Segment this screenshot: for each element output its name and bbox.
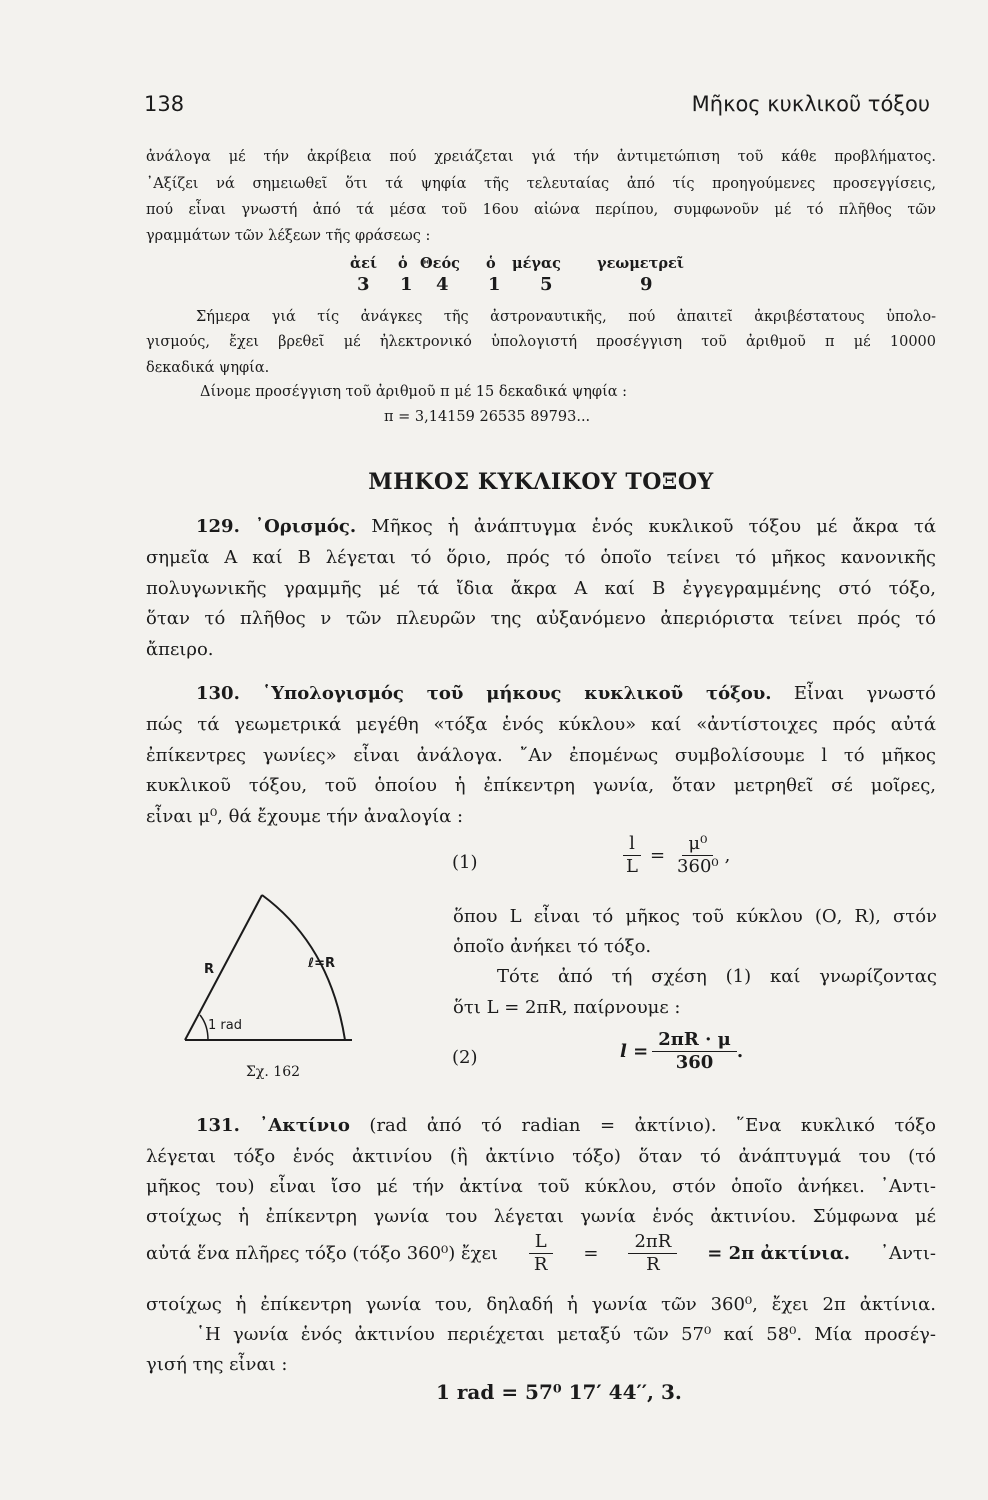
intro-line: γραμμάτων τῶν λέξεων τῆς φράσεως : <box>146 228 431 244</box>
phrase-word: ὁ <box>486 255 496 272</box>
eq1-den-left: L <box>626 855 638 877</box>
eq1-den-right: 360⁰ <box>677 855 719 877</box>
label-arc-length: ℓ=R <box>308 956 336 971</box>
sec131-text: (rad ἀπό τό radian = ἀκτίνιο). ῞Ενα κυκλικό τόξο <box>369 1115 936 1136</box>
sec129-line: ἄπειρο. <box>146 639 214 660</box>
intro-line: Σήμερα γιά τίς ἀνάγκες τῆς ἀστροναυτικῆς, πού ἀπαιτεῖ ἀκριβέστατους ὑπολο- <box>196 309 936 325</box>
phrase-digit: 1 <box>400 274 413 295</box>
eq2-tail: . <box>736 1041 744 1063</box>
sec131-frac1-den: R <box>533 1253 548 1275</box>
eq1-num-left: l <box>623 834 641 856</box>
sec131-line: λέγεται τόξο ἑνός ἀκτινίου (ἢ ἀκτίνιο τόξο) ὅταν τό ἀνάπτυγμά του (τό <box>146 1146 936 1167</box>
eq2-den: 360 <box>675 1051 714 1073</box>
sec131-line: γισή της εἶναι : <box>146 1354 288 1375</box>
phrase-word: μέγας <box>512 255 561 272</box>
phrase-word: ὁ <box>398 255 408 272</box>
eq2-label: (2) <box>452 1047 478 1068</box>
sec130-after-eq1: Τότε ἀπό τή σχέση (1) καί γνωρίζοντας <box>497 966 937 987</box>
phrase-word: ἀεί <box>350 255 377 272</box>
figure-162-diagram <box>170 885 370 1085</box>
sec131-equals: = <box>583 1243 599 1265</box>
sec129-heading: ᾿Ορισμός. <box>255 516 357 537</box>
phrase-digit: 9 <box>640 274 653 295</box>
figure-caption: Σχ. 162 <box>246 1064 301 1080</box>
eq1-label: (1) <box>452 852 478 873</box>
sec129-number: 129. <box>196 516 240 537</box>
section-title: ΜΗΚΟΣ ΚΥΚΛΙΚΟΥ ΤΟΞΟΥ <box>368 469 714 495</box>
intro-line: ἀνάλογα μέ τήν ἀκρίβεια πού χρειάζεται γιά τήν ἀντιμετώπιση τοῦ κάθε προβλήματος. <box>146 149 936 165</box>
equation-2 <box>620 1030 743 1073</box>
sec130-number: 130. <box>196 683 240 704</box>
equation-1 <box>620 834 730 877</box>
sec130-after-eq1: ὁποῖο ἀνήκει τό τόξο. <box>453 936 652 957</box>
eq2-lhs: l = <box>620 1041 649 1063</box>
phrase-digit: 4 <box>436 274 449 295</box>
sec130-line: πώς τά γεωμετρικά μεγέθη «τόξα ἑνός κύκλου» καί «ἀντίστοιχες πρός αὐτά <box>146 714 936 735</box>
sec129-line: σημεῖα Α καί Β λέγεται τό ὅριο, πρός τό ὁποῖο τείνει τό μῆκος κανονικῆς <box>146 547 936 568</box>
sec130-line: εἶναι μ⁰, θά ἔχουμε τήν ἀναλογία : <box>146 806 464 827</box>
sec131-heading: ᾿Ακτίνιο <box>259 1115 350 1136</box>
sec130-text: Εἶναι γνωστό <box>793 683 936 704</box>
sec131-frac-2 <box>628 1232 677 1275</box>
intro-line: ᾿Αξίζει νά σημειωθεῖ ὅτι τά ψηφία τῆς τελευταίας ἀπό τίς προηγούμενες προσεγγίσεις, <box>146 176 936 192</box>
sec130-line: κυκλικοῦ τόξου, τοῦ ὁποίου ἡ ἐπίκεντρη γωνία, ὅταν μετρηθεῖ σέ μοῖρες, <box>146 775 936 796</box>
sec131-eq-result: = 2π ἀκτίνια. <box>707 1243 851 1265</box>
sec131-equation-line <box>146 1232 936 1275</box>
intro-line: γισμούς, ἔχει βρεθεῖ μέ ἠλεκτρονικό ὑπολογιστή προσέγγιση τοῦ ἀριθμοῦ π μέ 10000 <box>146 334 936 350</box>
eq1-frac-right <box>671 834 725 877</box>
sec131-frac1-num: L <box>529 1232 553 1254</box>
label-one-rad: 1 rad <box>208 1018 242 1033</box>
sec131-frac2-den: R <box>646 1253 660 1275</box>
sec130-after-eq1: ὅτι L = 2πR, παίρνουμε : <box>453 997 681 1018</box>
sec130-line: ἐπίκεντρες γωνίες» εἶναι ἀνάλογα. ῎Αν ἐπομένως συμβολίσουμε l τό μῆκος <box>146 745 936 766</box>
page-number: 138 <box>144 92 185 116</box>
rad-approximation: 1 rad = 57⁰ 17′ 44′′, 3. <box>436 1380 682 1404</box>
phrase-digit: 5 <box>540 274 553 295</box>
phrase-word: Θεός <box>420 255 460 272</box>
eq1-tail: , <box>724 845 731 867</box>
sec129-line: ὅταν τό πλῆθος ν τῶν πλευρῶν της αὐξανόμενο ἀπεριόριστα τείνει πρός τό <box>146 608 936 629</box>
sec131-line: ῾Η γωνία ἑνός ἀκτινίου περιέχεται μεταξύ τῶν 57⁰ καί 58⁰. Μία προσέγ- <box>196 1324 936 1345</box>
pi-value: π = 3,14159 26535 89793... <box>384 409 591 425</box>
eq2-frac <box>652 1030 737 1073</box>
sec131-eq-prefix: αὐτά ἕνα πλῆρες τόξο (τόξο 360⁰) ἔχει <box>146 1243 498 1265</box>
sec131-line: μῆκος του) εἶναι ἴσο μέ τήν ἀκτίνα τοῦ κύκλου, στόν ὁποῖο ἀνήκει. ᾿Αντι- <box>146 1176 936 1197</box>
sec130-heading: ῾Υπολογισμός τοῦ μήκους κυκλικοῦ τόξου. <box>262 683 772 704</box>
eq1-equals: = <box>649 845 666 867</box>
sec130-after-eq1: ὅπου L εἶναι τό μῆκος τοῦ κύκλου (Ο, R), στόν <box>453 906 937 927</box>
eq2-num: 2πR · μ <box>652 1030 737 1052</box>
intro-line: πού εἶναι γνωστή ἀπό τά μέσα τοῦ 16ου αἰώνα περίπου, συμφωνοῦν μέ τό πλῆθος τῶν <box>146 202 936 218</box>
eq1-num-right: μ⁰ <box>682 834 713 856</box>
sec131-line: στοίχως ἡ ἐπίκεντρη γωνία του λέγεται γωνία ἑνός ἀκτινίου. Σύμφωνα μέ <box>146 1206 936 1227</box>
eq1-frac-left <box>620 834 644 877</box>
sec131-number: 131. <box>196 1115 240 1136</box>
phrase-digit: 3 <box>357 274 370 295</box>
angle-arc <box>200 1015 208 1040</box>
sec129-text: Μῆκος ἡ ἀνάπτυγμα ἑνός κυκλικοῦ τόξου μέ ἄκρα τά <box>371 516 936 537</box>
sec131-frac2-num: 2πR <box>628 1232 677 1254</box>
sec130-first-line <box>196 683 936 704</box>
sec129-line: πολυγωνικῆς γραμμῆς μέ τά ἴδια ἄκρα Α καί Β ἐγγεγραμμένης στό τόξο, <box>146 578 936 599</box>
phrase-digit: 1 <box>488 274 501 295</box>
intro-line: Δίνομε προσέγγιση τοῦ ἀριθμοῦ π μέ 15 δεκαδικά ψηφία : <box>200 384 628 400</box>
sec129-first-line <box>196 516 936 537</box>
sec131-line: στοίχως ἡ ἐπίκεντρη γωνία του, δηλαδή ἡ γωνία τῶν 360⁰, ἔχει 2π ἀκτίνια. <box>146 1294 936 1315</box>
sec131-first-line <box>196 1115 936 1136</box>
phrase-word: γεωμετρεῖ <box>597 255 684 272</box>
running-title: Μῆκος κυκλικοῦ τόξου <box>691 92 930 116</box>
label-radius: R <box>204 962 215 977</box>
intro-line: δεκαδικά ψηφία. <box>146 360 270 376</box>
sec131-frac-1 <box>528 1232 554 1275</box>
sec131-eq-suffix: ᾿Αντι- <box>879 1243 936 1265</box>
